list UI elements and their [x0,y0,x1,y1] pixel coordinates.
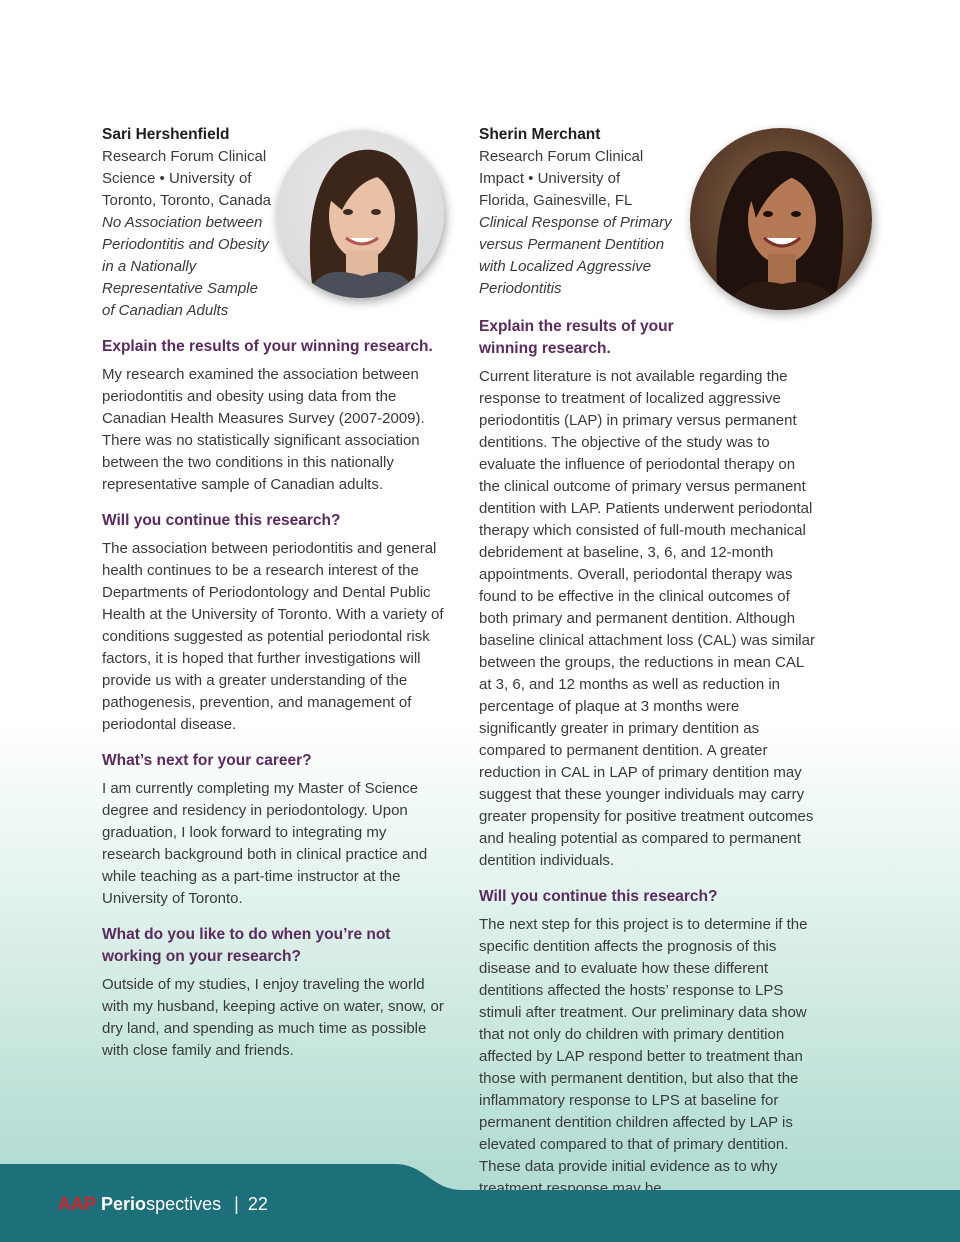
answer-text: The next step for this project is to determine if the specific dentition affects the prognosis of this disease and to evaluate how these different dentitions affected the hosts’ response to LPS stimuli after treatment. Our preliminary data show that not only do children with primary dentition affected by LAP respond better to treatment than those with permanent dentition, but also that the inflammatory response to LPS at baseline for permanent dentition children affected by LAP is elevated compared to that of primary dentition. These data provide initial evidence as to why treatment response may be [479,916,808,1197]
answer-text: The association between periodontitis and general health continues to be a research interest of the Departments of Periodontology and Dental Public Health at the University of Toronto. With a variety of conditions suggested as potential periodontal risk factors, it is hoped that further investigations will provide us with a greater understanding of the pathogenesis, prevention, and management of periodontal disease. [102,540,444,733]
profile-sherin [479,124,819,300]
answer-text: My research examined the association between periodontitis and obesity using data from the Canadian Health Measures Survey (2007-2009). There was no statistically significant association between the two conditions in this nationally representative sample of Canadian adults. [102,366,425,493]
author-affiliation: Research Forum Clinical Science • University of Toronto, Toronto, Canada [102,148,272,209]
author-name: Sherin Merchant [479,126,601,143]
study-title: Clinical Response of Primary versus Permanent Dentition with Localized Aggressive Periodontitis [479,214,672,297]
footer-separator: | [234,1194,239,1214]
brand-perio: Perio [101,1194,147,1214]
answer-text: Outside of my studies, I enjoy traveling the world with my husband, keeping active on water, snow, or dry land, and spending as much time as possible with close family and friends. [102,976,444,1059]
question-heading: Will you continue this research? [102,512,341,529]
question-heading: Explain the results of your winning research. [102,338,433,355]
answer-text: Current literature is not available regarding the response to treatment of localized aggressive periodontitis (LAP) in primary versus permanent dentitions. The objective of the study was to evaluate the influence of periodontal therapy on the clinical outcome of primary versus permanent dentition with LAP. Patients underwent periodontal therapy which consisted of full-mouth mechanical debridement at baseline, 3, 6, and 12-month appointments. Overall, periodontal therapy was found to be effective in the clinical outcomes of both primary and permanent dentition. Although baseline clinical attachment loss (CAL) was similar between the groups, the reductions in mean CAL at 3, 6, and 12 months as well as reduction in percentage of plaque at 3 months were significantly greater in primary dentition as compared to permanent dentition. A greater reduction in CAL in LAP of primary dentition may suggest that these younger individuals may carry greater propensity for positive treatment outcomes and healing potential as compared to permanent dentition individuals. [479,368,815,869]
author-name: Sari Hershenfield [102,126,230,143]
author-affiliation: Research Forum Clinical Impact • University of Florida, Gainesville, FL [479,148,644,209]
study-title: No Association between Periodontitis and Obesity in a Nationally Representative Sample of Canadian Adults [102,214,269,319]
answer-text: I am currently completing my Master of Science degree and residency in periodontology. Upon graduation, I look forward to integrating my research background both in clinical practice and while teaching as a part-time instructor at the University of Toronto. [102,780,428,907]
right-column [479,124,819,1200]
profile-text [102,124,272,322]
page-number: 22 [247,1194,268,1214]
question-heading: What do you like to do when you’re not working on your research? [102,926,391,965]
left-column [102,124,447,1062]
profile-text [479,124,674,300]
question-heading: What’s next for your career? [102,752,312,769]
author-photo [690,128,872,310]
author-photo [276,130,444,298]
brand-aap: AAP [58,1194,97,1214]
footer-brand [58,1192,268,1216]
question-heading: Will you continue this research? [479,888,718,905]
question-heading: Explain the results of your winning research. [479,318,674,357]
profile-sari [102,124,447,322]
brand-spectives: spectives [146,1194,222,1214]
